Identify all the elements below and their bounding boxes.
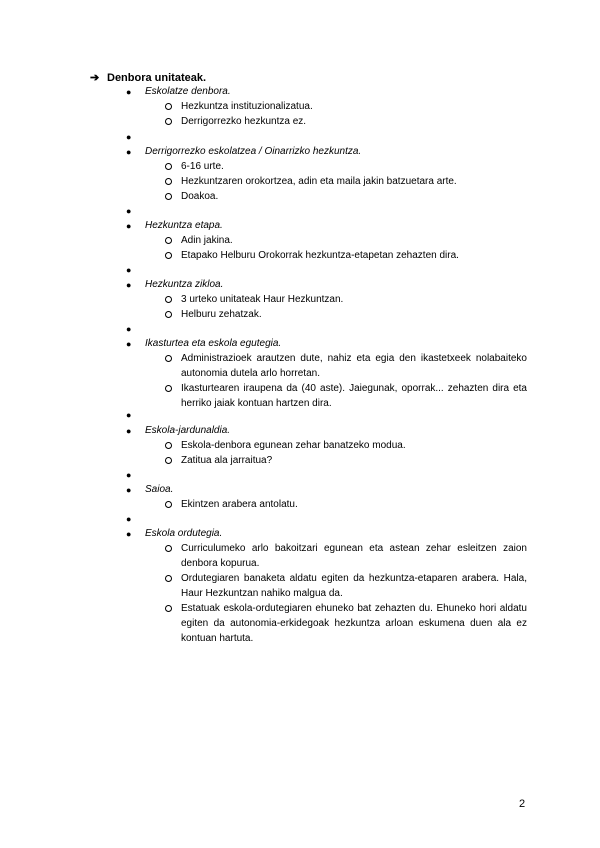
sub-bullet-icon bbox=[165, 163, 172, 170]
bullet-icon: ● bbox=[126, 221, 132, 231]
section-heading bbox=[90, 71, 206, 84]
bullet-icon: ● bbox=[126, 485, 132, 495]
bullet-icon: ● bbox=[126, 280, 132, 290]
bullet-icon: ● bbox=[126, 410, 132, 420]
sub-bullet-icon bbox=[165, 501, 172, 508]
bullet-icon: ● bbox=[126, 529, 132, 539]
sub-item: Etapako Helburu Orokorrak hezkuntza-etapetan zehazten dira. bbox=[181, 250, 459, 261]
sub-item: Zatitua ala jarraitua? bbox=[181, 455, 273, 466]
heading-title: Denbora unitateak. bbox=[107, 72, 207, 84]
bullet-icon: ● bbox=[126, 426, 132, 436]
sub-item: Helburu zehatzak. bbox=[181, 309, 262, 320]
sub-bullet-icon bbox=[165, 296, 172, 303]
sub-item: Doakoa. bbox=[181, 191, 219, 202]
sub-item: Curriculumeko arlo bakoitzari egunean eta astean zehar esleitzen zaion denbora kopurua. bbox=[181, 543, 527, 569]
sub-item: Ikasturtearen iraupena da (40 aste). Jaiegunak, oporrak... zehazten dira eta herriko jaiak kontuan hartzen dira. bbox=[181, 383, 527, 409]
sub-item: 6-16 urte. bbox=[181, 161, 224, 172]
arrow-icon: ➔ bbox=[90, 72, 100, 84]
sub-item: Eskola-denbora egunean zehar banatzeko modua. bbox=[181, 440, 406, 451]
list-item-label: Hezkuntza zikloa. bbox=[145, 279, 224, 290]
bullet-icon: ● bbox=[126, 470, 132, 480]
bullet-icon: ● bbox=[126, 132, 132, 142]
sub-item: Ekintzen arabera antolatu. bbox=[181, 499, 298, 510]
sub-bullet-icon bbox=[165, 385, 172, 392]
bullet-icon: ● bbox=[126, 265, 132, 275]
list-item-label: Eskola ordutegia. bbox=[145, 528, 223, 539]
sub-bullet-icon bbox=[165, 545, 172, 552]
bullet-icon: ● bbox=[126, 514, 132, 524]
list-item-label: Derrigorrezko eskolatzea / Oinarrizko hezkuntza. bbox=[145, 146, 362, 157]
list-item-label: Saioa. bbox=[145, 484, 174, 495]
sub-bullet-icon bbox=[165, 575, 172, 582]
sub-item: Hezkuntzaren orokortzea, adin eta maila jakin batzuetara arte. bbox=[181, 176, 457, 187]
sub-item: Administrazioek arautzen dute, nahiz eta egia den ikastetxeek nolabaiteko autonomia dutela arlo horretan. bbox=[181, 353, 527, 379]
sub-bullet-icon bbox=[165, 605, 172, 612]
list-item-label: Eskolatze denbora. bbox=[145, 86, 231, 97]
sub-bullet-icon bbox=[165, 103, 172, 110]
sub-bullet-icon bbox=[165, 237, 172, 244]
sub-item: Derrigorrezko hezkuntza ez. bbox=[181, 116, 307, 127]
sub-item: Adin jakina. bbox=[181, 235, 233, 246]
list-item-label: Eskola-jardunaldia. bbox=[145, 425, 231, 436]
list-item-label: Ikasturtea eta eskola egutegia. bbox=[145, 338, 282, 349]
sub-bullet-icon bbox=[165, 178, 172, 185]
sub-bullet-icon bbox=[165, 252, 172, 259]
sub-item: Estatuak eskola-ordutegiaren ehuneko bat zehazten du. Ehuneko hori aldatu egiten da autonomia-erkidegoak hezkuntza arloan eskumena duen ala ez kontuan hartuta. bbox=[181, 603, 527, 644]
sub-item: Hezkuntza instituzionalizatua. bbox=[181, 101, 313, 112]
sub-item: Ordutegiaren banaketa aldatu egiten da hezkuntza-etaparen arabera. Hala, Haur Hezkuntzan nahiko malgua da. bbox=[181, 573, 527, 599]
bullet-icon: ● bbox=[126, 87, 132, 97]
sub-bullet-icon bbox=[165, 355, 172, 362]
list-item-label: Hezkuntza etapa. bbox=[145, 220, 223, 231]
sub-bullet-icon bbox=[165, 118, 172, 125]
page-number: 2 bbox=[519, 798, 526, 810]
sub-bullet-icon bbox=[165, 193, 172, 200]
bullet-icon: ● bbox=[126, 339, 132, 349]
bullet-icon: ● bbox=[126, 324, 132, 334]
sub-item: 3 urteko unitateak Haur Hezkuntzan. bbox=[181, 294, 344, 305]
sub-bullet-icon bbox=[165, 311, 172, 318]
bullet-icon: ● bbox=[126, 147, 132, 157]
sub-bullet-icon bbox=[165, 457, 172, 464]
sub-bullet-icon bbox=[165, 442, 172, 449]
bullet-icon: ● bbox=[126, 206, 132, 216]
